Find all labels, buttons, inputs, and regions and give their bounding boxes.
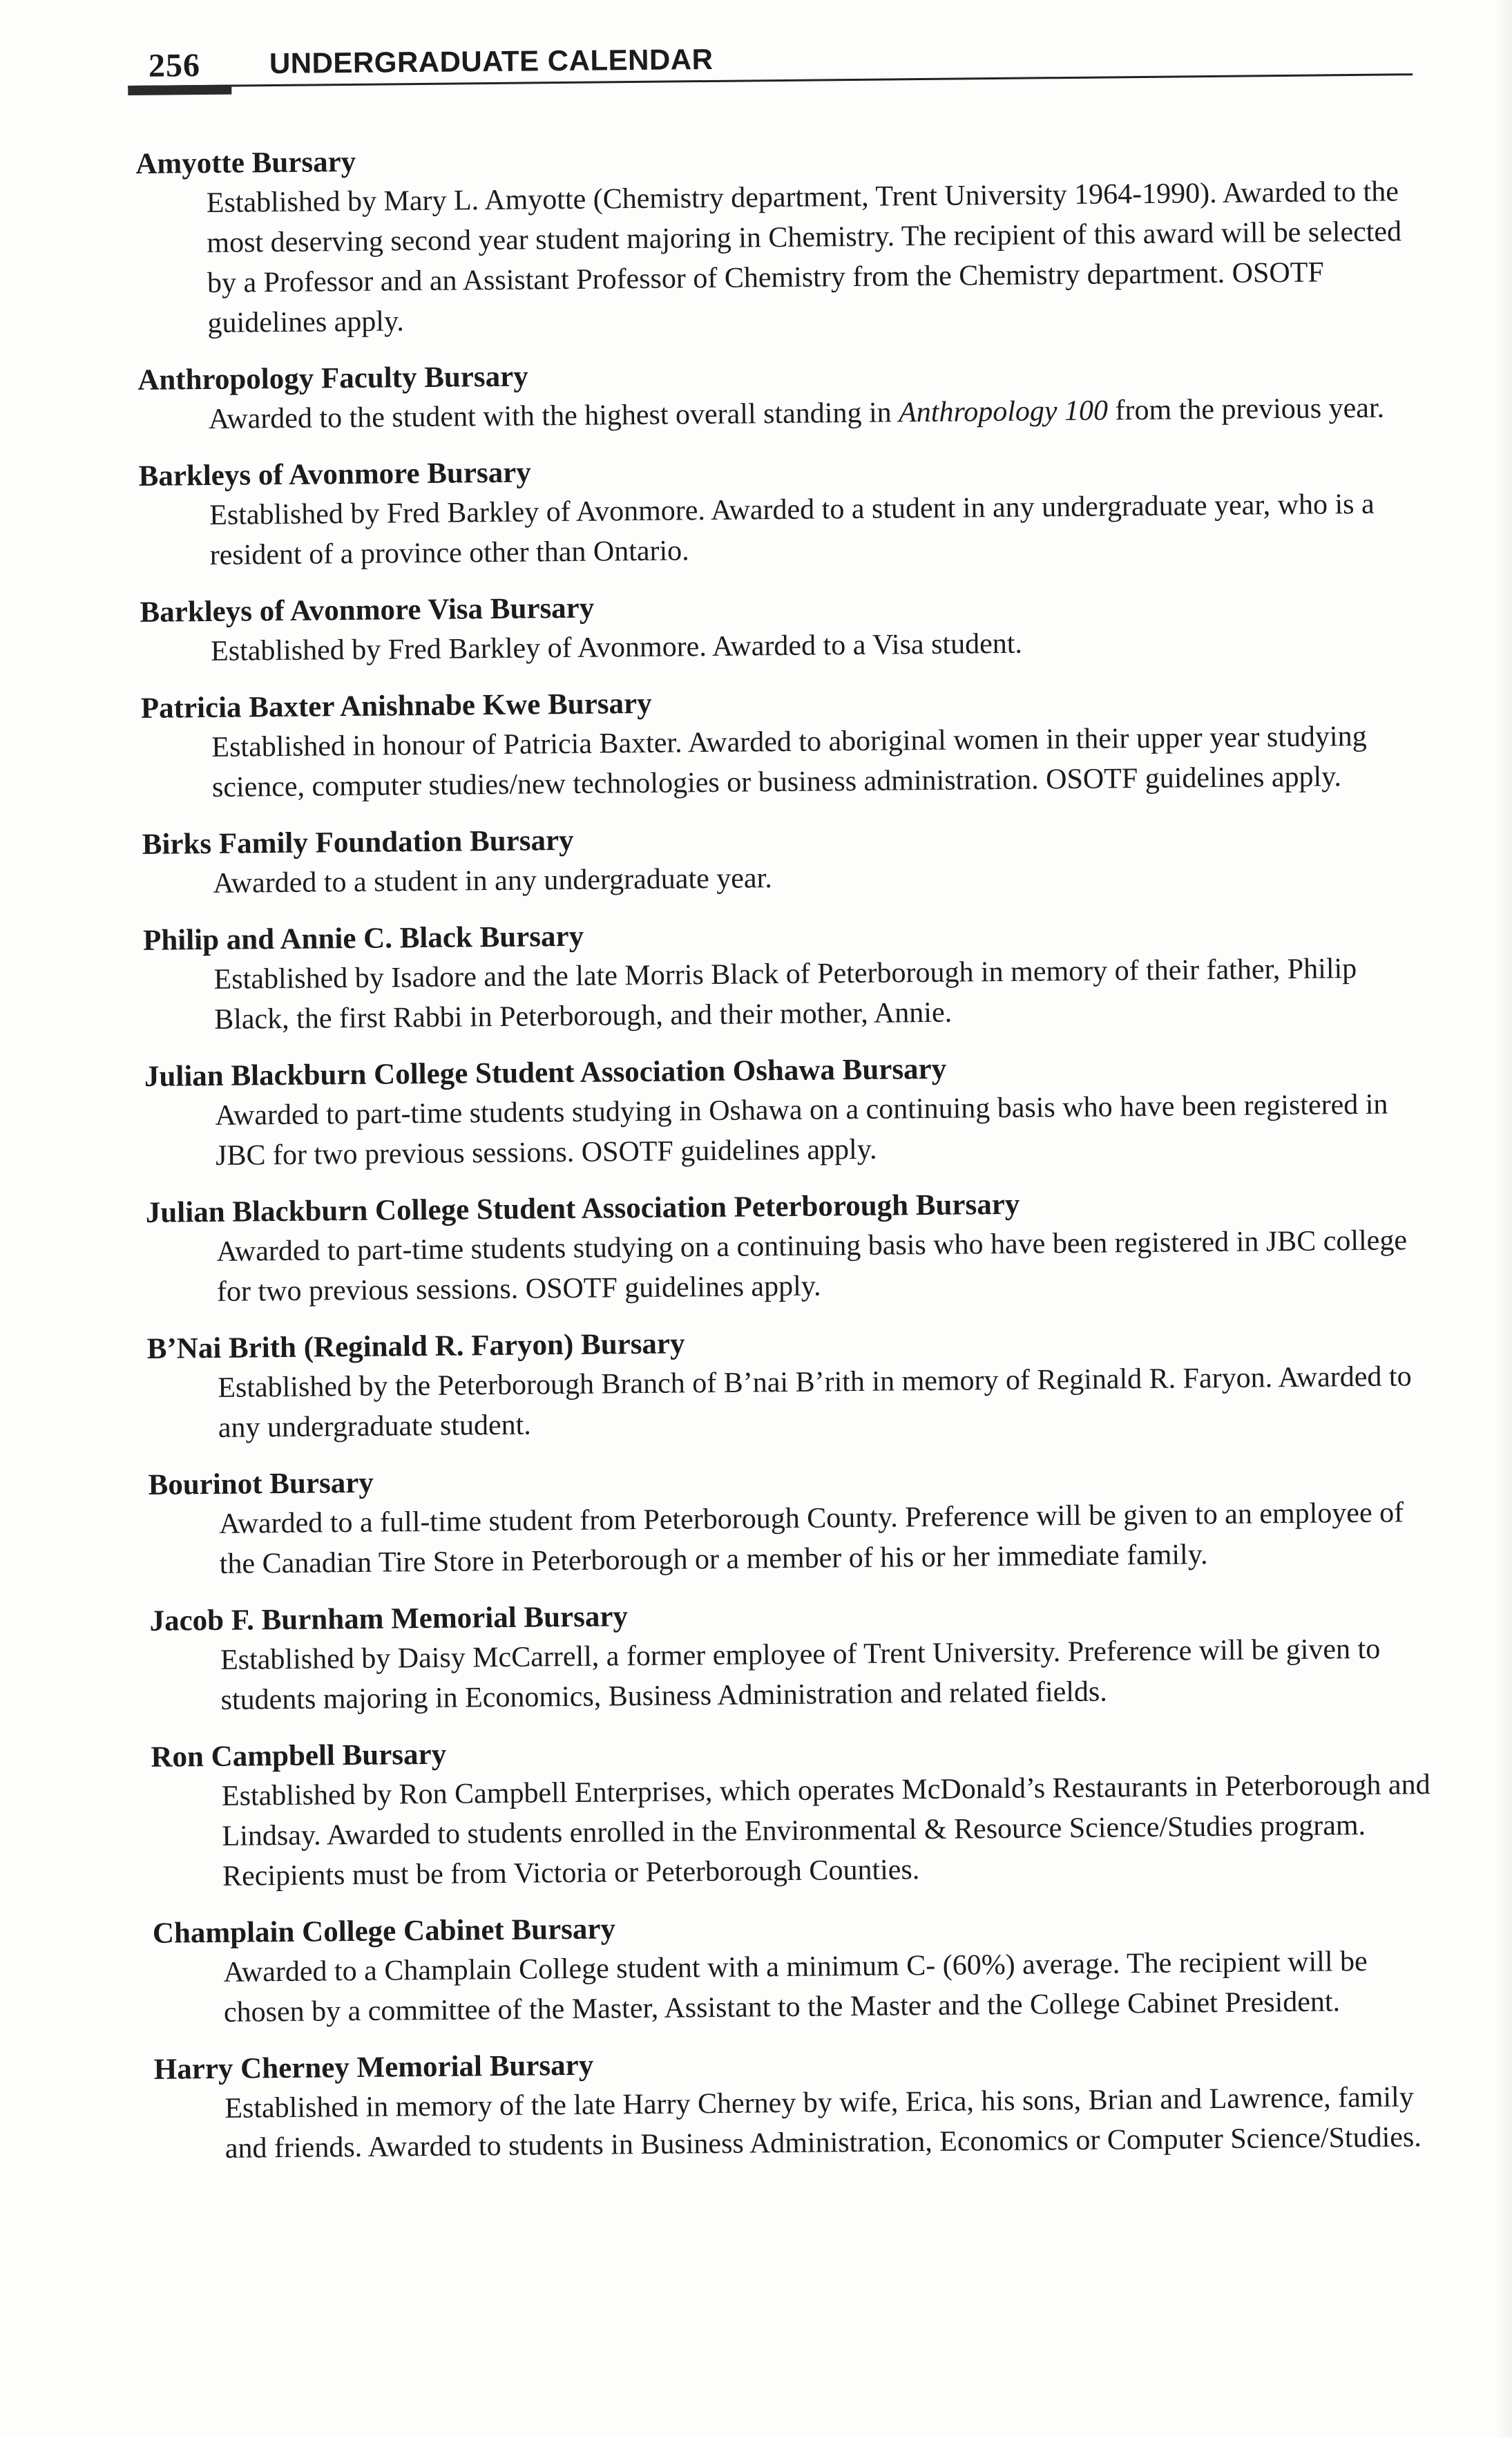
bursary-entry (147, 1318, 1447, 1449)
bursary-entry (143, 909, 1443, 1041)
bursary-entry (148, 1454, 1448, 1585)
bursary-title: Jacob F. Burnham Memorial Bursary (149, 1600, 629, 1638)
bursary-description: Established by Fred Barkley of Avonmore. Awarded to a student in any undergraduate year, who is a resident of a province other than Ontario. (209, 488, 1375, 571)
bursary-description: Awarded to part-time students studying on a continuing basis who have been registered in JBC college for two previous sessions. OSOTF guidelines apply. (216, 1224, 1408, 1308)
bursary-description: Established in honour of Patricia Baxter. Awarded to aboriginal women in their upper year studying science, computer studies/new technologies or business administration. OSOTF guidelines apply. (211, 720, 1367, 804)
bursary-title: Julian Blackburn College Student Association Peterborough Bursary (145, 1188, 1020, 1229)
bursary-description: Awarded to part-time students studying in Oshawa on a continuing basis who have been registered in JBC for two previous sessions. OSOTF guidelines apply. (215, 1088, 1388, 1172)
bursary-title: Champlain College Cabinet Bursary (152, 1913, 616, 1950)
bursary-title: Barkleys of Avonmore Visa Bursary (140, 591, 595, 629)
bursary-entry (146, 1181, 1446, 1313)
bursary-description: Awarded to a full-time student from Peterborough County. Preference will be given to an employee of the Canadian Tire Store in Peterborough or a member of his or her immediate family. (218, 1497, 1404, 1580)
bursary-title: B’Nai Brith (Reginald R. Faryon) Bursary (146, 1327, 685, 1365)
description-text: from the previous year. (1107, 392, 1385, 427)
bursary-description: Established by Fred Barkley of Avonmore. Awarded to a Visa student. (210, 627, 1023, 667)
page-header (128, 35, 1420, 102)
bursary-description: Awarded to a student in any undergraduate year. (213, 862, 772, 900)
page-number: 256 (148, 47, 201, 84)
bursary-entry (137, 349, 1437, 440)
bursary-description: Established by Daisy McCarrell, a former employee of Trent University. Preference will be given to students majoring in Economics, Business Administration and related fields. (220, 1633, 1381, 1716)
bursary-title: Patricia Baxter Anishnabe Kwe Bursary (140, 687, 652, 725)
course-name: Anthropology 100 (898, 395, 1109, 429)
bursary-description: Established by Mary L. Amyotte (Chemistry department, Trent University 1964-1990). Awarded to the most deserving second year student majoring in Chemistry. The recipient of this award will be selected by a Professor and an Assistant Professor of Chemistry from the Chemistry department. OSOTF guidelines apply. (206, 175, 1402, 339)
bursary-title: Barkleys of Avonmore Bursary (138, 456, 531, 493)
bursary-description: Established by Isadore and the late Morris Black of Peterborough in memory of their father, Philip Black, the first Rabbi in Peterborough, and their mother, Annie. (213, 953, 1357, 1036)
bursary-entry (153, 1902, 1453, 2033)
running-title: UNDERGRADUATE CALENDAR (269, 42, 714, 80)
bursary-entry (138, 445, 1438, 576)
bursary-title: Bourinot Bursary (148, 1466, 374, 1501)
bursary-entry (135, 133, 1436, 344)
bursary-entry (141, 677, 1441, 808)
bursary-title: Ron Campbell Bursary (151, 1738, 447, 1774)
bursary-description: Established by Ron Campbell Enterprises, which operates McDonald’s Restaurants in Peterborough and Lindsay. Awarded to students enrolled in the Environmental & Resource Science/Studies program. Recipients must be from Victoria or Peterborough Counties. (221, 1769, 1430, 1892)
header-rule-tab (128, 85, 231, 95)
bursary-entry (151, 1726, 1451, 1897)
bursary-entry (140, 581, 1439, 672)
bursary-title: Birks Family Foundation Bursary (142, 824, 574, 861)
description-text: Awarded to the student with the highest overall standing in (208, 397, 899, 435)
bursary-description: Awarded to a Champlain College student with a minimum C- (60%) average. The recipient will be chosen by a committee of the Master, Assistant to the Master and the College Cabinet President. (223, 1945, 1368, 2029)
bursary-description: Established in memory of the late Harry Cherney by wife, Erica, his sons, Brian and Lawrence, family and friends. Awarded to students in Business Administration, Economics or Computer Science/Studies. (224, 2081, 1422, 2165)
bursary-entry (149, 1590, 1449, 1721)
scan-edge-shadow (1497, 0, 1512, 2438)
bursary-entry (142, 813, 1442, 904)
bursary-list (135, 133, 1453, 2187)
bursary-title: Anthropology Faculty Bursary (137, 360, 528, 397)
bursary-description: Established by the Peterborough Branch of B’nai B’rith in memory of Reginald R. Faryon. Awarded to any undergraduate student. (218, 1360, 1412, 1444)
bursary-title: Harry Cherney Memorial Bursary (153, 2049, 594, 2086)
bursary-title: Julian Blackburn College Student Association Oshawa Bursary (144, 1052, 947, 1093)
bursary-entry (144, 1045, 1444, 1177)
bursary-title: Amyotte Bursary (135, 145, 356, 180)
bursary-title: Philip and Annie C. Black Bursary (142, 920, 584, 957)
bursary-entry (154, 2038, 1454, 2170)
